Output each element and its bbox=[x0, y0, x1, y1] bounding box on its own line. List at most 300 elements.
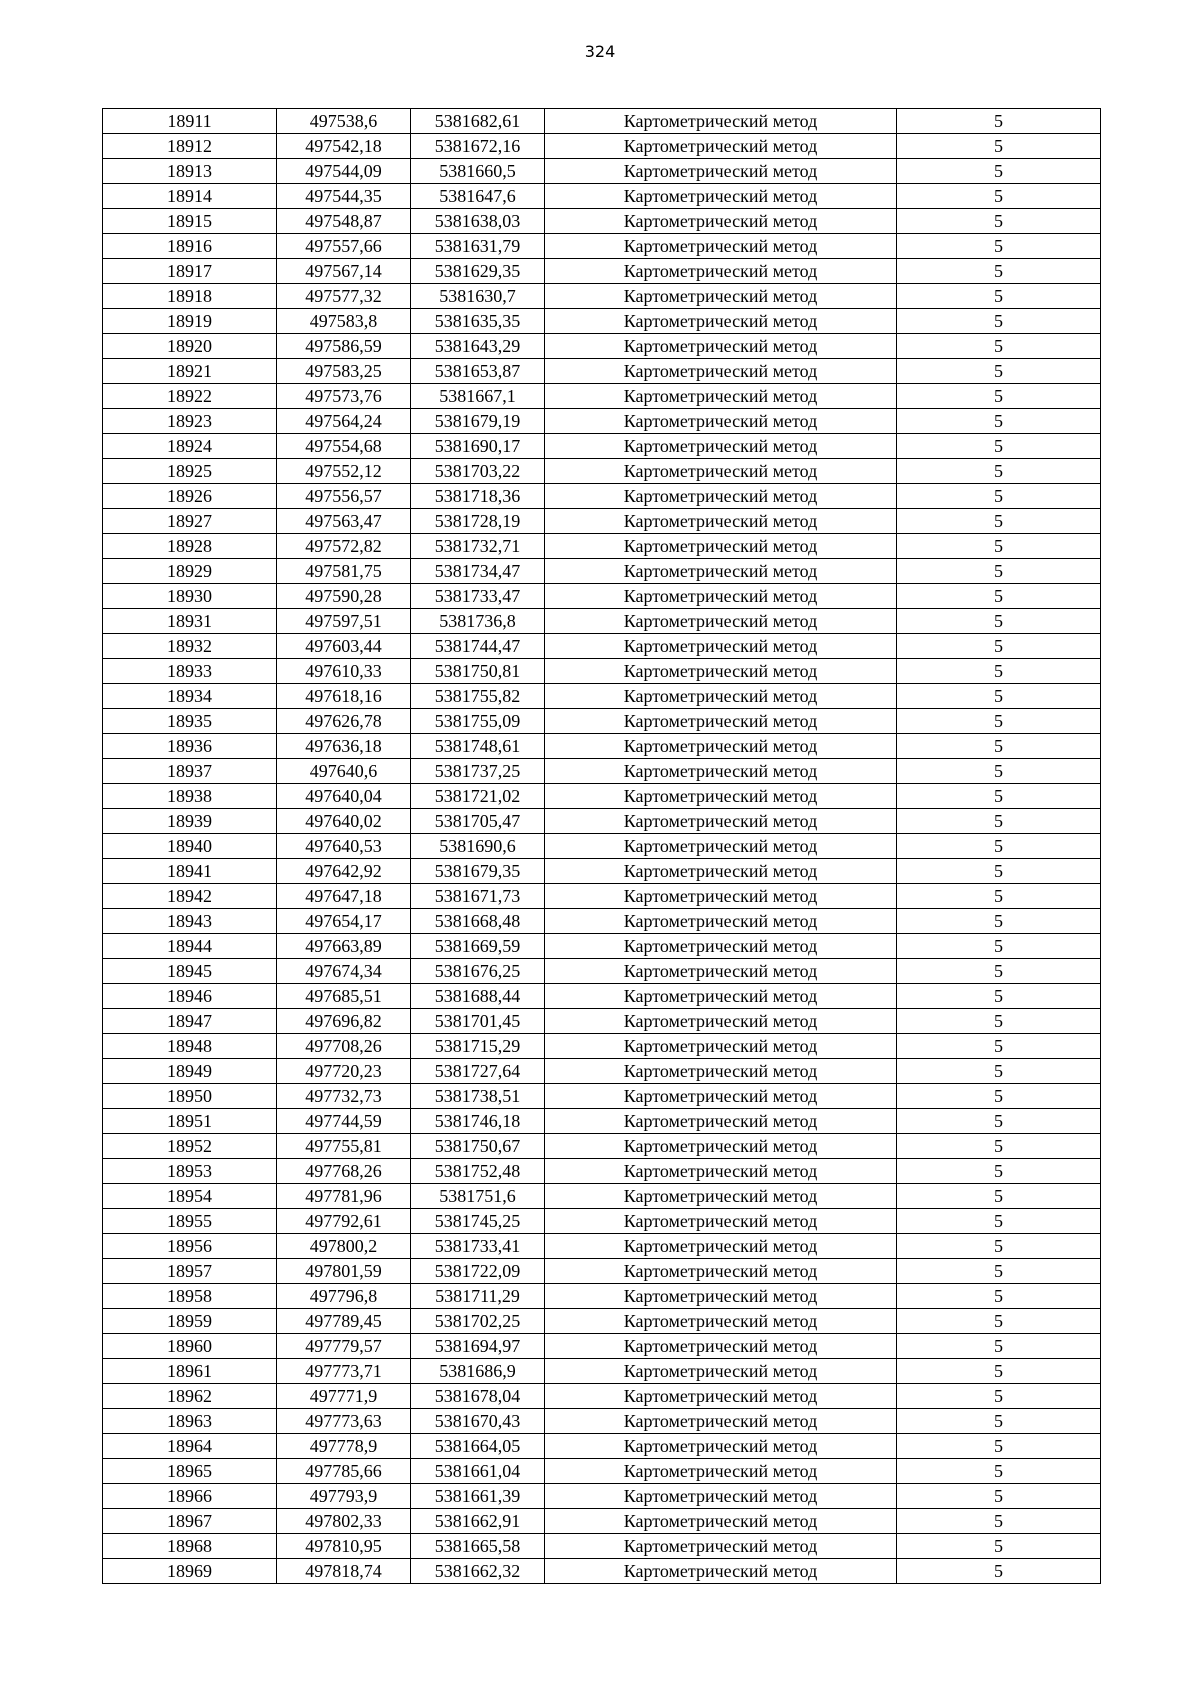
accuracy-cell: 5 bbox=[897, 934, 1101, 959]
method-cell: Картометрический метод bbox=[545, 284, 897, 309]
point-number-cell: 18959 bbox=[103, 1309, 277, 1334]
accuracy-cell: 5 bbox=[897, 109, 1101, 134]
x-coordinate-cell: 497802,33 bbox=[277, 1509, 411, 1534]
y-coordinate-cell: 5381728,19 bbox=[411, 509, 545, 534]
point-number-cell: 18916 bbox=[103, 234, 277, 259]
x-coordinate-cell: 497663,89 bbox=[277, 934, 411, 959]
point-number-cell: 18929 bbox=[103, 559, 277, 584]
y-coordinate-cell: 5381629,35 bbox=[411, 259, 545, 284]
point-number-cell: 18961 bbox=[103, 1359, 277, 1384]
accuracy-cell: 5 bbox=[897, 759, 1101, 784]
accuracy-cell: 5 bbox=[897, 309, 1101, 334]
method-cell: Картометрический метод bbox=[545, 584, 897, 609]
y-coordinate-cell: 5381676,25 bbox=[411, 959, 545, 984]
table-row bbox=[103, 1534, 1101, 1559]
y-coordinate-cell: 5381702,25 bbox=[411, 1309, 545, 1334]
method-cell: Картометрический метод bbox=[545, 1459, 897, 1484]
method-cell: Картометрический метод bbox=[545, 1334, 897, 1359]
y-coordinate-cell: 5381745,25 bbox=[411, 1209, 545, 1234]
method-cell: Картометрический метод bbox=[545, 1559, 897, 1584]
method-cell: Картометрический метод bbox=[545, 984, 897, 1009]
x-coordinate-cell: 497818,74 bbox=[277, 1559, 411, 1584]
accuracy-cell: 5 bbox=[897, 859, 1101, 884]
accuracy-cell: 5 bbox=[897, 1384, 1101, 1409]
table-row bbox=[103, 1434, 1101, 1459]
y-coordinate-cell: 5381664,05 bbox=[411, 1434, 545, 1459]
accuracy-cell: 5 bbox=[897, 159, 1101, 184]
y-coordinate-cell: 5381744,47 bbox=[411, 634, 545, 659]
table-row bbox=[103, 1484, 1101, 1509]
y-coordinate-cell: 5381751,6 bbox=[411, 1184, 545, 1209]
x-coordinate-cell: 497696,82 bbox=[277, 1009, 411, 1034]
y-coordinate-cell: 5381701,45 bbox=[411, 1009, 545, 1034]
x-coordinate-cell: 497792,61 bbox=[277, 1209, 411, 1234]
point-number-cell: 18918 bbox=[103, 284, 277, 309]
table-row bbox=[103, 334, 1101, 359]
point-number-cell: 18912 bbox=[103, 134, 277, 159]
y-coordinate-cell: 5381662,32 bbox=[411, 1559, 545, 1584]
method-cell: Картометрический метод bbox=[545, 559, 897, 584]
x-coordinate-cell: 497674,34 bbox=[277, 959, 411, 984]
point-number-cell: 18967 bbox=[103, 1509, 277, 1534]
method-cell: Картометрический метод bbox=[545, 909, 897, 934]
x-coordinate-cell: 497626,78 bbox=[277, 709, 411, 734]
accuracy-cell: 5 bbox=[897, 1009, 1101, 1034]
table-row bbox=[103, 184, 1101, 209]
accuracy-cell: 5 bbox=[897, 1484, 1101, 1509]
method-cell: Картометрический метод bbox=[545, 884, 897, 909]
x-coordinate-cell: 497708,26 bbox=[277, 1034, 411, 1059]
point-number-cell: 18960 bbox=[103, 1334, 277, 1359]
x-coordinate-cell: 497552,12 bbox=[277, 459, 411, 484]
accuracy-cell: 5 bbox=[897, 1234, 1101, 1259]
x-coordinate-cell: 497773,63 bbox=[277, 1409, 411, 1434]
y-coordinate-cell: 5381630,7 bbox=[411, 284, 545, 309]
point-number-cell: 18915 bbox=[103, 209, 277, 234]
method-cell: Картометрический метод bbox=[545, 259, 897, 284]
point-number-cell: 18920 bbox=[103, 334, 277, 359]
table-row bbox=[103, 1009, 1101, 1034]
method-cell: Картометрический метод bbox=[545, 934, 897, 959]
table-row bbox=[103, 309, 1101, 334]
point-number-cell: 18965 bbox=[103, 1459, 277, 1484]
point-number-cell: 18936 bbox=[103, 734, 277, 759]
point-number-cell: 18928 bbox=[103, 534, 277, 559]
method-cell: Картометрический метод bbox=[545, 659, 897, 684]
method-cell: Картометрический метод bbox=[545, 484, 897, 509]
y-coordinate-cell: 5381678,04 bbox=[411, 1384, 545, 1409]
table-row bbox=[103, 884, 1101, 909]
table-row bbox=[103, 709, 1101, 734]
point-number-cell: 18917 bbox=[103, 259, 277, 284]
point-number-cell: 18914 bbox=[103, 184, 277, 209]
y-coordinate-cell: 5381721,02 bbox=[411, 784, 545, 809]
method-cell: Картометрический метод bbox=[545, 434, 897, 459]
x-coordinate-cell: 497548,87 bbox=[277, 209, 411, 234]
x-coordinate-cell: 497773,71 bbox=[277, 1359, 411, 1384]
x-coordinate-cell: 497640,53 bbox=[277, 834, 411, 859]
point-number-cell: 18956 bbox=[103, 1234, 277, 1259]
accuracy-cell: 5 bbox=[897, 359, 1101, 384]
method-cell: Картометрический метод bbox=[545, 709, 897, 734]
accuracy-cell: 5 bbox=[897, 1534, 1101, 1559]
y-coordinate-cell: 5381722,09 bbox=[411, 1259, 545, 1284]
x-coordinate-cell: 497640,04 bbox=[277, 784, 411, 809]
x-coordinate-cell: 497586,59 bbox=[277, 334, 411, 359]
x-coordinate-cell: 497640,6 bbox=[277, 759, 411, 784]
point-number-cell: 18911 bbox=[103, 109, 277, 134]
y-coordinate-cell: 5381718,36 bbox=[411, 484, 545, 509]
table-row bbox=[103, 1309, 1101, 1334]
x-coordinate-cell: 497755,81 bbox=[277, 1134, 411, 1159]
table-row bbox=[103, 1459, 1101, 1484]
accuracy-cell: 5 bbox=[897, 409, 1101, 434]
y-coordinate-cell: 5381733,41 bbox=[411, 1234, 545, 1259]
x-coordinate-cell: 497720,23 bbox=[277, 1059, 411, 1084]
x-coordinate-cell: 497801,59 bbox=[277, 1259, 411, 1284]
point-number-cell: 18969 bbox=[103, 1559, 277, 1584]
accuracy-cell: 5 bbox=[897, 1509, 1101, 1534]
y-coordinate-cell: 5381750,81 bbox=[411, 659, 545, 684]
y-coordinate-cell: 5381665,58 bbox=[411, 1534, 545, 1559]
point-number-cell: 18923 bbox=[103, 409, 277, 434]
x-coordinate-cell: 497744,59 bbox=[277, 1109, 411, 1134]
y-coordinate-cell: 5381755,82 bbox=[411, 684, 545, 709]
accuracy-cell: 5 bbox=[897, 634, 1101, 659]
x-coordinate-cell: 497583,25 bbox=[277, 359, 411, 384]
table-row bbox=[103, 609, 1101, 634]
point-number-cell: 18950 bbox=[103, 1084, 277, 1109]
point-number-cell: 18964 bbox=[103, 1434, 277, 1459]
x-coordinate-cell: 497542,18 bbox=[277, 134, 411, 159]
table-row bbox=[103, 1334, 1101, 1359]
point-number-cell: 18951 bbox=[103, 1109, 277, 1134]
y-coordinate-cell: 5381746,18 bbox=[411, 1109, 545, 1134]
x-coordinate-cell: 497572,82 bbox=[277, 534, 411, 559]
method-cell: Картометрический метод bbox=[545, 1534, 897, 1559]
accuracy-cell: 5 bbox=[897, 1159, 1101, 1184]
table-row bbox=[103, 584, 1101, 609]
x-coordinate-cell: 497610,33 bbox=[277, 659, 411, 684]
point-number-cell: 18963 bbox=[103, 1409, 277, 1434]
method-cell: Картометрический метод bbox=[545, 134, 897, 159]
coordinates-table bbox=[102, 108, 1101, 1584]
accuracy-cell: 5 bbox=[897, 209, 1101, 234]
accuracy-cell: 5 bbox=[897, 959, 1101, 984]
table-row bbox=[103, 659, 1101, 684]
y-coordinate-cell: 5381653,87 bbox=[411, 359, 545, 384]
method-cell: Картометрический метод bbox=[545, 1309, 897, 1334]
y-coordinate-cell: 5381705,47 bbox=[411, 809, 545, 834]
point-number-cell: 18962 bbox=[103, 1384, 277, 1409]
table-row bbox=[103, 1259, 1101, 1284]
point-number-cell: 18926 bbox=[103, 484, 277, 509]
x-coordinate-cell: 497597,51 bbox=[277, 609, 411, 634]
accuracy-cell: 5 bbox=[897, 134, 1101, 159]
point-number-cell: 18945 bbox=[103, 959, 277, 984]
y-coordinate-cell: 5381631,79 bbox=[411, 234, 545, 259]
table-row bbox=[103, 259, 1101, 284]
table-row bbox=[103, 1034, 1101, 1059]
page-number: 324 bbox=[584, 42, 616, 61]
accuracy-cell: 5 bbox=[897, 884, 1101, 909]
table-row bbox=[103, 1234, 1101, 1259]
x-coordinate-cell: 497636,18 bbox=[277, 734, 411, 759]
table-row bbox=[103, 109, 1101, 134]
y-coordinate-cell: 5381734,47 bbox=[411, 559, 545, 584]
x-coordinate-cell: 497573,76 bbox=[277, 384, 411, 409]
accuracy-cell: 5 bbox=[897, 434, 1101, 459]
point-number-cell: 18930 bbox=[103, 584, 277, 609]
accuracy-cell: 5 bbox=[897, 684, 1101, 709]
method-cell: Картометрический метод bbox=[545, 234, 897, 259]
accuracy-cell: 5 bbox=[897, 1059, 1101, 1084]
table-row bbox=[103, 1134, 1101, 1159]
accuracy-cell: 5 bbox=[897, 984, 1101, 1009]
point-number-cell: 18968 bbox=[103, 1534, 277, 1559]
accuracy-cell: 5 bbox=[897, 1084, 1101, 1109]
point-number-cell: 18958 bbox=[103, 1284, 277, 1309]
y-coordinate-cell: 5381669,59 bbox=[411, 934, 545, 959]
x-coordinate-cell: 497796,8 bbox=[277, 1284, 411, 1309]
table-row bbox=[103, 509, 1101, 534]
accuracy-cell: 5 bbox=[897, 809, 1101, 834]
table-row bbox=[103, 459, 1101, 484]
method-cell: Картометрический метод bbox=[545, 734, 897, 759]
y-coordinate-cell: 5381672,16 bbox=[411, 134, 545, 159]
accuracy-cell: 5 bbox=[897, 184, 1101, 209]
y-coordinate-cell: 5381727,64 bbox=[411, 1059, 545, 1084]
y-coordinate-cell: 5381671,73 bbox=[411, 884, 545, 909]
point-number-cell: 18934 bbox=[103, 684, 277, 709]
accuracy-cell: 5 bbox=[897, 1434, 1101, 1459]
table-row bbox=[103, 534, 1101, 559]
table-row bbox=[103, 1084, 1101, 1109]
table-row bbox=[103, 1509, 1101, 1534]
y-coordinate-cell: 5381667,1 bbox=[411, 384, 545, 409]
x-coordinate-cell: 497583,8 bbox=[277, 309, 411, 334]
method-cell: Картометрический метод bbox=[545, 1209, 897, 1234]
table-row bbox=[103, 1159, 1101, 1184]
accuracy-cell: 5 bbox=[897, 784, 1101, 809]
coordinates-table-body bbox=[103, 109, 1101, 1584]
accuracy-cell: 5 bbox=[897, 1134, 1101, 1159]
table-row bbox=[103, 1184, 1101, 1209]
accuracy-cell: 5 bbox=[897, 709, 1101, 734]
point-number-cell: 18931 bbox=[103, 609, 277, 634]
method-cell: Картометрический метод bbox=[545, 1109, 897, 1134]
y-coordinate-cell: 5381733,47 bbox=[411, 584, 545, 609]
table-row bbox=[103, 559, 1101, 584]
accuracy-cell: 5 bbox=[897, 1284, 1101, 1309]
table-row bbox=[103, 1209, 1101, 1234]
x-coordinate-cell: 497564,24 bbox=[277, 409, 411, 434]
point-number-cell: 18938 bbox=[103, 784, 277, 809]
accuracy-cell: 5 bbox=[897, 284, 1101, 309]
method-cell: Картометрический метод bbox=[545, 1259, 897, 1284]
method-cell: Картометрический метод bbox=[545, 1134, 897, 1159]
table-row bbox=[103, 409, 1101, 434]
point-number-cell: 18944 bbox=[103, 934, 277, 959]
point-number-cell: 18933 bbox=[103, 659, 277, 684]
point-number-cell: 18947 bbox=[103, 1009, 277, 1034]
accuracy-cell: 5 bbox=[897, 834, 1101, 859]
x-coordinate-cell: 497538,6 bbox=[277, 109, 411, 134]
y-coordinate-cell: 5381668,48 bbox=[411, 909, 545, 934]
accuracy-cell: 5 bbox=[897, 509, 1101, 534]
method-cell: Картометрический метод bbox=[545, 1009, 897, 1034]
accuracy-cell: 5 bbox=[897, 334, 1101, 359]
point-number-cell: 18953 bbox=[103, 1159, 277, 1184]
accuracy-cell: 5 bbox=[897, 1309, 1101, 1334]
x-coordinate-cell: 497732,73 bbox=[277, 1084, 411, 1109]
point-number-cell: 18935 bbox=[103, 709, 277, 734]
y-coordinate-cell: 5381670,43 bbox=[411, 1409, 545, 1434]
table-row bbox=[103, 384, 1101, 409]
point-number-cell: 18946 bbox=[103, 984, 277, 1009]
point-number-cell: 18924 bbox=[103, 434, 277, 459]
table-row bbox=[103, 359, 1101, 384]
table-row bbox=[103, 759, 1101, 784]
method-cell: Картометрический метод bbox=[545, 1284, 897, 1309]
accuracy-cell: 5 bbox=[897, 909, 1101, 934]
y-coordinate-cell: 5381752,48 bbox=[411, 1159, 545, 1184]
method-cell: Картометрический метод bbox=[545, 384, 897, 409]
x-coordinate-cell: 497554,68 bbox=[277, 434, 411, 459]
table-row bbox=[103, 159, 1101, 184]
accuracy-cell: 5 bbox=[897, 734, 1101, 759]
table-row bbox=[103, 1384, 1101, 1409]
point-number-cell: 18921 bbox=[103, 359, 277, 384]
table-row bbox=[103, 834, 1101, 859]
table-row bbox=[103, 934, 1101, 959]
method-cell: Картометрический метод bbox=[545, 184, 897, 209]
accuracy-cell: 5 bbox=[897, 584, 1101, 609]
table-row bbox=[103, 734, 1101, 759]
y-coordinate-cell: 5381679,19 bbox=[411, 409, 545, 434]
x-coordinate-cell: 497789,45 bbox=[277, 1309, 411, 1334]
method-cell: Картометрический метод bbox=[545, 1384, 897, 1409]
accuracy-cell: 5 bbox=[897, 384, 1101, 409]
accuracy-cell: 5 bbox=[897, 459, 1101, 484]
point-number-cell: 18955 bbox=[103, 1209, 277, 1234]
point-number-cell: 18941 bbox=[103, 859, 277, 884]
point-number-cell: 18952 bbox=[103, 1134, 277, 1159]
table-row bbox=[103, 859, 1101, 884]
table-row bbox=[103, 284, 1101, 309]
point-number-cell: 18949 bbox=[103, 1059, 277, 1084]
x-coordinate-cell: 497793,9 bbox=[277, 1484, 411, 1509]
accuracy-cell: 5 bbox=[897, 559, 1101, 584]
method-cell: Картометрический метод bbox=[545, 784, 897, 809]
method-cell: Картометрический метод bbox=[545, 459, 897, 484]
table-row bbox=[103, 1109, 1101, 1134]
method-cell: Картометрический метод bbox=[545, 1434, 897, 1459]
x-coordinate-cell: 497771,9 bbox=[277, 1384, 411, 1409]
method-cell: Картометрический метод bbox=[545, 1484, 897, 1509]
method-cell: Картометрический метод bbox=[545, 1159, 897, 1184]
method-cell: Картометрический метод bbox=[545, 609, 897, 634]
accuracy-cell: 5 bbox=[897, 1359, 1101, 1384]
point-number-cell: 18954 bbox=[103, 1184, 277, 1209]
method-cell: Картометрический метод bbox=[545, 209, 897, 234]
accuracy-cell: 5 bbox=[897, 1034, 1101, 1059]
method-cell: Картометрический метод bbox=[545, 534, 897, 559]
y-coordinate-cell: 5381635,35 bbox=[411, 309, 545, 334]
x-coordinate-cell: 497603,44 bbox=[277, 634, 411, 659]
point-number-cell: 18919 bbox=[103, 309, 277, 334]
point-number-cell: 18948 bbox=[103, 1034, 277, 1059]
point-number-cell: 18937 bbox=[103, 759, 277, 784]
y-coordinate-cell: 5381738,51 bbox=[411, 1084, 545, 1109]
table-row bbox=[103, 1409, 1101, 1434]
y-coordinate-cell: 5381679,35 bbox=[411, 859, 545, 884]
table-row bbox=[103, 484, 1101, 509]
table-row bbox=[103, 1359, 1101, 1384]
method-cell: Картометрический метод bbox=[545, 309, 897, 334]
y-coordinate-cell: 5381755,09 bbox=[411, 709, 545, 734]
method-cell: Картометрический метод bbox=[545, 859, 897, 884]
y-coordinate-cell: 5381662,91 bbox=[411, 1509, 545, 1534]
x-coordinate-cell: 497785,66 bbox=[277, 1459, 411, 1484]
accuracy-cell: 5 bbox=[897, 1259, 1101, 1284]
x-coordinate-cell: 497685,51 bbox=[277, 984, 411, 1009]
table-row bbox=[103, 209, 1101, 234]
accuracy-cell: 5 bbox=[897, 1109, 1101, 1134]
method-cell: Картометрический метод bbox=[545, 634, 897, 659]
y-coordinate-cell: 5381661,04 bbox=[411, 1459, 545, 1484]
accuracy-cell: 5 bbox=[897, 1334, 1101, 1359]
point-number-cell: 18922 bbox=[103, 384, 277, 409]
method-cell: Картометрический метод bbox=[545, 1184, 897, 1209]
point-number-cell: 18957 bbox=[103, 1259, 277, 1284]
accuracy-cell: 5 bbox=[897, 534, 1101, 559]
x-coordinate-cell: 497577,32 bbox=[277, 284, 411, 309]
accuracy-cell: 5 bbox=[897, 659, 1101, 684]
y-coordinate-cell: 5381690,17 bbox=[411, 434, 545, 459]
x-coordinate-cell: 497642,92 bbox=[277, 859, 411, 884]
method-cell: Картометрический метод bbox=[545, 159, 897, 184]
y-coordinate-cell: 5381694,97 bbox=[411, 1334, 545, 1359]
table-row bbox=[103, 434, 1101, 459]
y-coordinate-cell: 5381715,29 bbox=[411, 1034, 545, 1059]
y-coordinate-cell: 5381737,25 bbox=[411, 759, 545, 784]
y-coordinate-cell: 5381647,6 bbox=[411, 184, 545, 209]
accuracy-cell: 5 bbox=[897, 1459, 1101, 1484]
accuracy-cell: 5 bbox=[897, 1184, 1101, 1209]
method-cell: Картометрический метод bbox=[545, 1409, 897, 1434]
method-cell: Картометрический метод bbox=[545, 509, 897, 534]
accuracy-cell: 5 bbox=[897, 609, 1101, 634]
accuracy-cell: 5 bbox=[897, 1209, 1101, 1234]
y-coordinate-cell: 5381682,61 bbox=[411, 109, 545, 134]
y-coordinate-cell: 5381686,9 bbox=[411, 1359, 545, 1384]
x-coordinate-cell: 497640,02 bbox=[277, 809, 411, 834]
table-row bbox=[103, 909, 1101, 934]
point-number-cell: 18939 bbox=[103, 809, 277, 834]
x-coordinate-cell: 497544,35 bbox=[277, 184, 411, 209]
point-number-cell: 18913 bbox=[103, 159, 277, 184]
x-coordinate-cell: 497618,16 bbox=[277, 684, 411, 709]
accuracy-cell: 5 bbox=[897, 1409, 1101, 1434]
x-coordinate-cell: 497800,2 bbox=[277, 1234, 411, 1259]
y-coordinate-cell: 5381643,29 bbox=[411, 334, 545, 359]
x-coordinate-cell: 497544,09 bbox=[277, 159, 411, 184]
y-coordinate-cell: 5381661,39 bbox=[411, 1484, 545, 1509]
x-coordinate-cell: 497567,14 bbox=[277, 259, 411, 284]
method-cell: Картометрический метод bbox=[545, 334, 897, 359]
y-coordinate-cell: 5381688,44 bbox=[411, 984, 545, 1009]
